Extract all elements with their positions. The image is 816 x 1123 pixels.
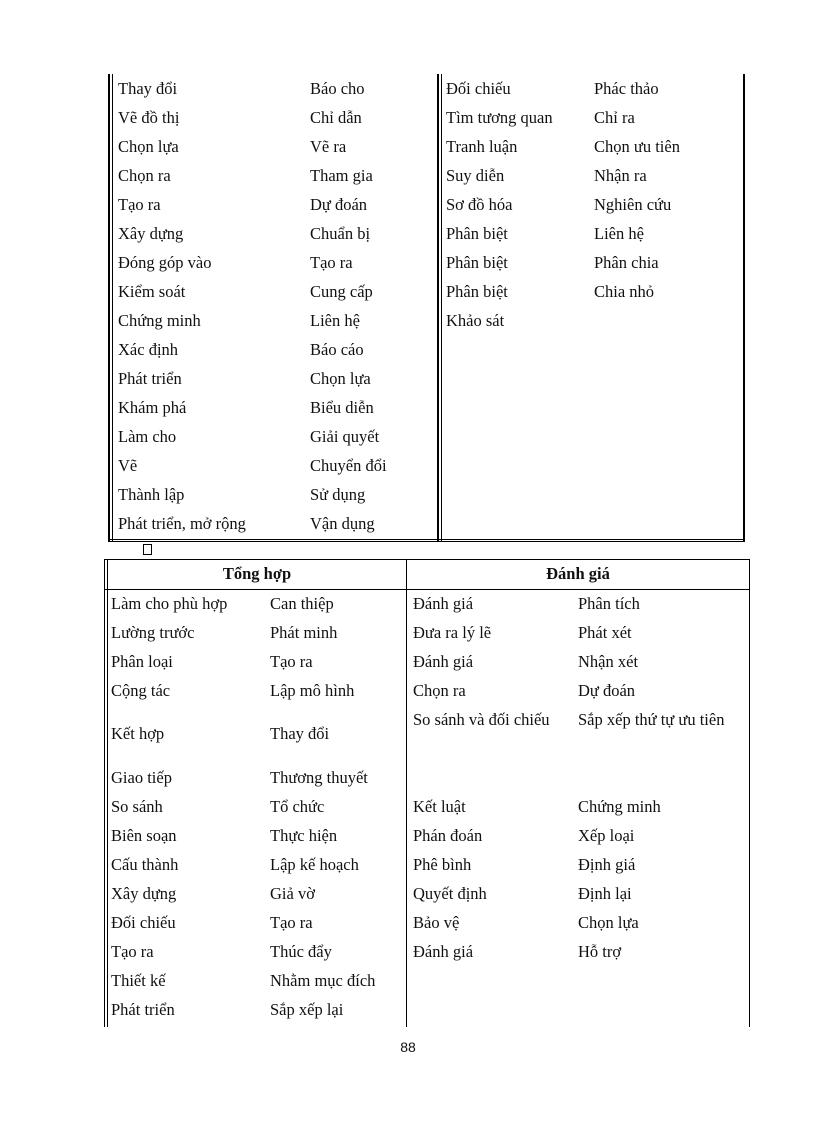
table-cell: Phát triển <box>111 1000 175 1019</box>
table-cell: Vẽ <box>118 456 138 475</box>
table-cell: Chọn lựa <box>578 913 639 932</box>
table-cell: Phân biệt <box>446 253 508 272</box>
table-cell: Liên hệ <box>310 311 360 330</box>
table-border <box>108 541 745 542</box>
table-cell: Lường trước <box>111 623 195 642</box>
table-cell: Báo cho <box>310 79 365 98</box>
table-cell: Khám phá <box>118 398 187 417</box>
table-cell: Hỗ trợ <box>578 942 622 961</box>
table-cell: Thay đổi <box>118 79 178 98</box>
table-cell: Vận dụng <box>310 514 375 533</box>
table-cell: Định giá <box>578 855 636 874</box>
table-cell: Chọn ra <box>118 166 171 185</box>
table-cell: Chỉ ra <box>594 108 635 127</box>
table-cell: Lập mô hình <box>270 681 355 700</box>
table-cell: Dự đoán <box>310 195 368 214</box>
table-cell: Tạo ra <box>118 195 161 214</box>
table-cell: Sử dụng <box>310 485 366 504</box>
table-cell: Đưa ra lý lẽ <box>413 623 492 642</box>
table-cell: Làm cho phù hợp <box>111 594 228 613</box>
table-cell: Đánh giá <box>413 942 474 961</box>
table-cell: Chọn ưu tiên <box>594 137 680 156</box>
table-cell: Chuẩn bị <box>310 224 371 243</box>
table-cell: Kết luật <box>413 797 466 816</box>
table-cell: Tạo ra <box>270 913 313 932</box>
table-cell: Phát minh <box>270 623 338 642</box>
table-cell: Vẽ ra <box>310 137 347 156</box>
table-cell: Kết hợp <box>111 724 165 743</box>
table-cell: Xác định <box>118 340 179 359</box>
verbs-table-2 <box>104 559 750 1027</box>
table-cell: Biểu diễn <box>310 398 374 417</box>
table-cell: Chứng minh <box>118 311 201 330</box>
table-cell: Tổ chức <box>270 797 325 816</box>
table-cell: Tạo ra <box>310 253 353 272</box>
table-cell: Chỉ dẫn <box>310 108 362 127</box>
table-cell: So sánh <box>111 797 163 816</box>
table-border <box>108 74 110 542</box>
table-cell: Bảo vệ <box>413 913 460 932</box>
table-cell: Phân loại <box>111 652 173 671</box>
table-cell: Chọn lựa <box>310 369 371 388</box>
table-cell: Giao tiếp <box>111 768 172 787</box>
table-cell: Phân chia <box>594 253 659 272</box>
table-cell: Chọn ra <box>413 681 466 700</box>
table-cell: Làm cho <box>118 427 177 446</box>
table-cell: Phát triển <box>118 369 182 388</box>
table-border <box>437 74 439 542</box>
table-cell: Thực hiện <box>270 826 338 845</box>
table-border <box>406 559 407 1027</box>
table-border <box>441 74 442 542</box>
table-border <box>107 559 108 1027</box>
table-cell: Định lại <box>578 884 632 903</box>
table-cell: Vẽ đồ thị <box>118 108 180 127</box>
table-cell: Cộng tác <box>111 681 171 700</box>
table-cell: Phác thảo <box>594 79 659 98</box>
table-border <box>112 74 113 542</box>
table-cell: Kiểm soát <box>118 282 186 301</box>
table-cell: Chuyển đổi <box>310 456 387 475</box>
table-cell: Phân biệt <box>446 282 508 301</box>
table-cell: Chia nhỏ <box>594 282 655 301</box>
table-cell: Xếp loại <box>578 826 635 845</box>
table-cell: Chọn lựa <box>118 137 179 156</box>
box-glyph-icon <box>143 544 152 555</box>
table-cell: Cấu thành <box>111 855 179 874</box>
table-cell: Quyết định <box>413 884 487 903</box>
table-cell: So sánh và đối chiếu <box>413 710 550 729</box>
table-cell: Nhận ra <box>594 166 647 185</box>
table-cell: Phát triển, mở rộng <box>118 514 246 533</box>
table-cell: Phán đoán <box>413 826 483 845</box>
table-cell: Đánh giá <box>413 594 474 613</box>
table-cell: Đối chiếu <box>111 913 176 932</box>
table-cell: Phân biệt <box>446 224 508 243</box>
verbs-table-1 <box>108 74 745 542</box>
table-cell: Thương thuyết <box>270 768 368 787</box>
table-cell: Tìm tương quan <box>446 108 553 127</box>
table-cell: Tham gia <box>310 166 373 185</box>
header-synthesis: Tổng hợp <box>222 564 292 583</box>
table-cell: Phân tích <box>578 594 640 613</box>
table-cell: Sắp xếp lại <box>270 1000 344 1019</box>
table-cell: Đóng góp vào <box>118 253 212 272</box>
table-cell: Thành lập <box>118 485 185 504</box>
table-border <box>743 74 745 542</box>
table-cell: Phát xét <box>578 623 632 642</box>
table-cell: Sơ đồ hóa <box>446 195 513 214</box>
table-cell: Tạo ra <box>111 942 154 961</box>
table-cell: Cung cấp <box>310 282 373 301</box>
table-cell: Can thiệp <box>270 594 334 613</box>
table-cell: Biên soạn <box>111 826 177 845</box>
table-cell: Nhận xét <box>578 652 639 671</box>
table-cell: Đánh giá <box>413 652 474 671</box>
table-cell: Nhằm mục đích <box>270 971 376 990</box>
table-cell: Sắp xếp thứ tự ưu tiên <box>578 710 725 729</box>
table-cell: Phê bình <box>413 855 472 874</box>
table-cell: Dự đoán <box>578 681 636 700</box>
table-cell: Báo cáo <box>310 340 364 359</box>
table-cell: Liên hệ <box>594 224 644 243</box>
table-cell: Xây dựng <box>111 884 177 903</box>
table-cell: Tạo ra <box>270 652 313 671</box>
header-evaluation: Đánh giá <box>546 564 610 583</box>
table-cell: Giải quyết <box>310 427 380 446</box>
table-cell: Đối chiếu <box>446 79 511 98</box>
table-cell: Thúc đẩy <box>270 942 332 961</box>
table-cell: Lập kế hoạch <box>270 855 359 874</box>
table-cell: Suy diễn <box>446 166 505 185</box>
table-cell: Chứng minh <box>578 797 661 816</box>
table-border <box>108 539 745 540</box>
page-number: 88 <box>400 1039 416 1055</box>
table-cell: Nghiên cứu <box>594 195 672 214</box>
table-cell: Giả vờ <box>270 884 315 903</box>
table-cell: Thiết kế <box>111 971 166 990</box>
table-border <box>104 559 105 1027</box>
table-cell: Khảo sát <box>446 311 505 330</box>
table-cell: Thay đổi <box>270 724 330 743</box>
table-cell: Tranh luận <box>446 137 518 156</box>
table-cell: Xây dựng <box>118 224 184 243</box>
table-border <box>749 559 750 1027</box>
